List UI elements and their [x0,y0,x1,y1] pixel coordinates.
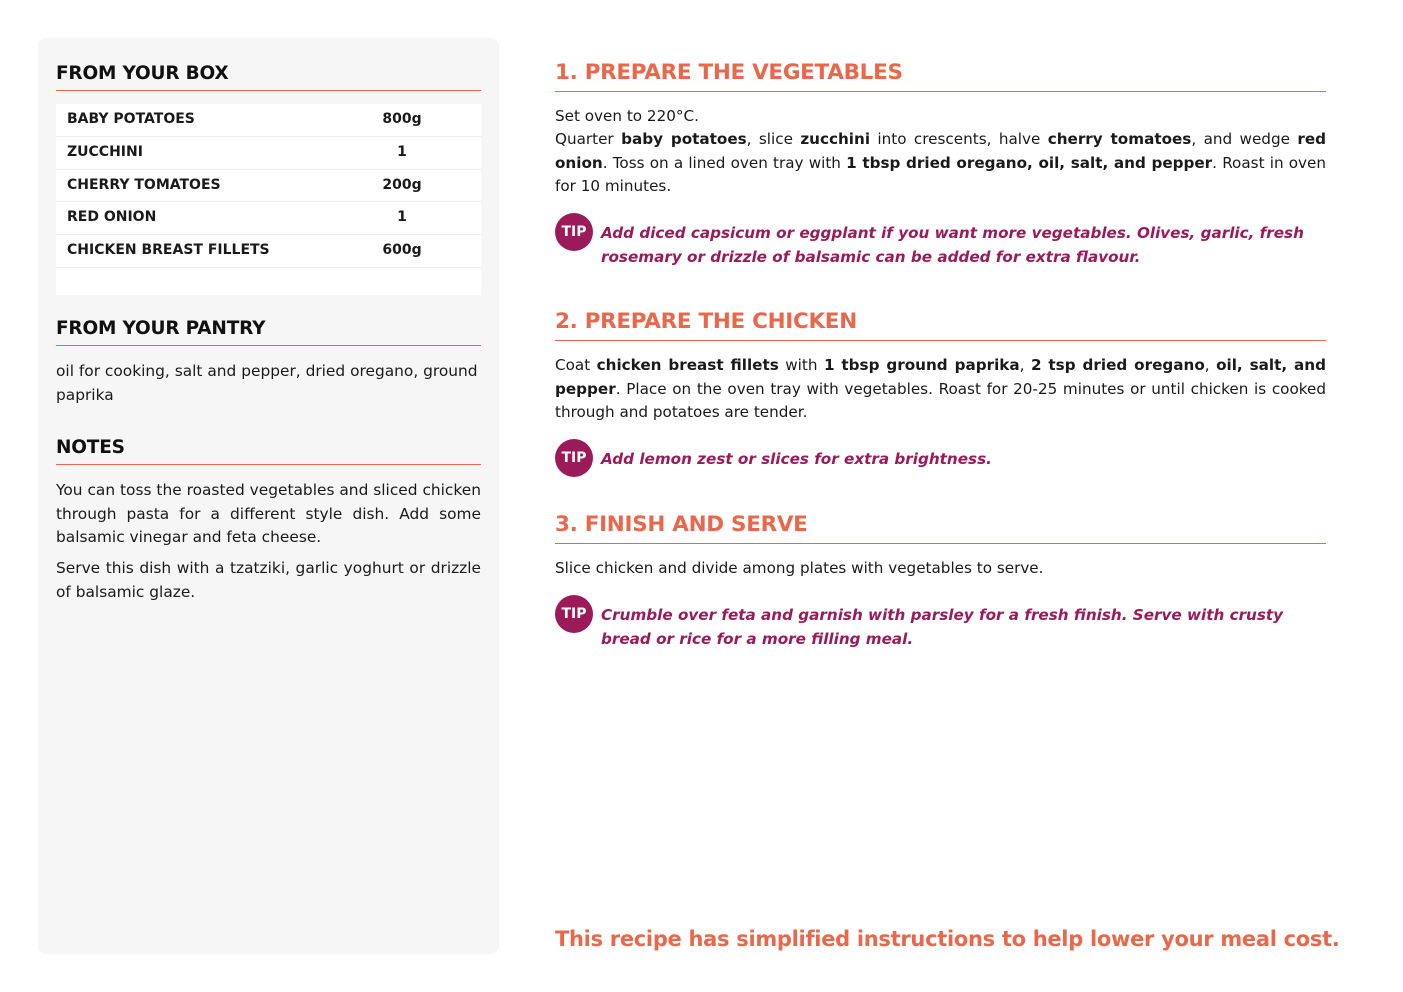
notes-paragraph: Serve this dish with a tzatziki, garlic yoghurt or drizzle of balsamic glaze. [56,559,481,601]
table-row [56,170,481,203]
ingredient-qty: 1 [397,143,407,160]
from-your-pantry-heading: FROM YOUR PANTRY [56,318,481,346]
tip-badge: TIP [555,439,593,477]
step-2-heading: 2. PREPARE THE CHICKEN [555,309,1326,341]
step-3-instructions: Slice chicken and divide among plates with vegetables to serve. [555,559,1044,577]
step-2-tip: Add lemon zest or slices for extra brightness. [601,450,992,468]
ingredient-name: CHERRY TOMATOES [67,176,221,193]
ingredient-qty: 600g [382,242,422,259]
ingredient-name: BABY POTATOES [67,111,195,127]
table-row [56,202,481,235]
ingredient-qty: 1 [397,209,407,226]
table-row [56,137,481,170]
table-row [56,104,481,137]
table-row [56,235,481,268]
ingredient-name: CHICKEN BREAST FILLETS [67,242,270,259]
step-3-tip: Crumble over feta and garnish with parsley for a fresh finish. Serve with crusty bread or rice for a more filling meal. [601,606,1284,648]
step-2-instructions: Coat chicken breast fillets with 1 tbsp ground paprika, 2 tsp dried oregano, oil, salt, and pepper. Place on the oven tray with vegetables. Roast for 20-25 minutes or until chicken is cooked through and potatoes are tender. [555,356,1326,421]
step-1-heading: 1. PREPARE THE VEGETABLES [555,60,1326,92]
tip-badge: TIP [555,213,593,251]
ingredient-name: RED ONION [67,209,157,226]
notes-heading: NOTES [56,437,481,465]
tip-badge: TIP [555,595,593,633]
box-ingredients-table [56,104,481,295]
notes-paragraph: You can toss the roasted vegetables and sliced chicken through pasta for a different style dish. Add some balsamic vinegar and feta cheese. [56,481,481,546]
step-1-instructions: Quarter baby potatoes, slice zucchini into crescents, halve cherry tomatoes, and wedge red onion. Toss on a lined oven tray with 1 tbsp dried oregano, oil, salt, and pepper. Roast in oven for 10 minutes. [555,130,1327,195]
step-1-tip: Add diced capsicum or eggplant if you want more vegetables. Olives, garlic, fresh rosemary or drizzle of balsamic can be added for extra flavour. [601,224,1304,266]
ingredient-name: ZUCCHINI [67,143,143,160]
step-1-oven-line: Set oven to 220°C. [555,107,699,125]
ingredient-qty: 800g [382,111,422,127]
ingredient-qty: 200g [382,176,422,193]
pantry-text: oil for cooking, salt and pepper, dried oregano, ground paprika [56,362,478,404]
step-3-heading: 3. FINISH AND SERVE [555,512,1326,544]
simplified-recipe-note: This recipe has simplified instructions to help lower your meal cost. [555,927,1340,951]
from-your-box-heading: FROM YOUR BOX [56,63,481,91]
